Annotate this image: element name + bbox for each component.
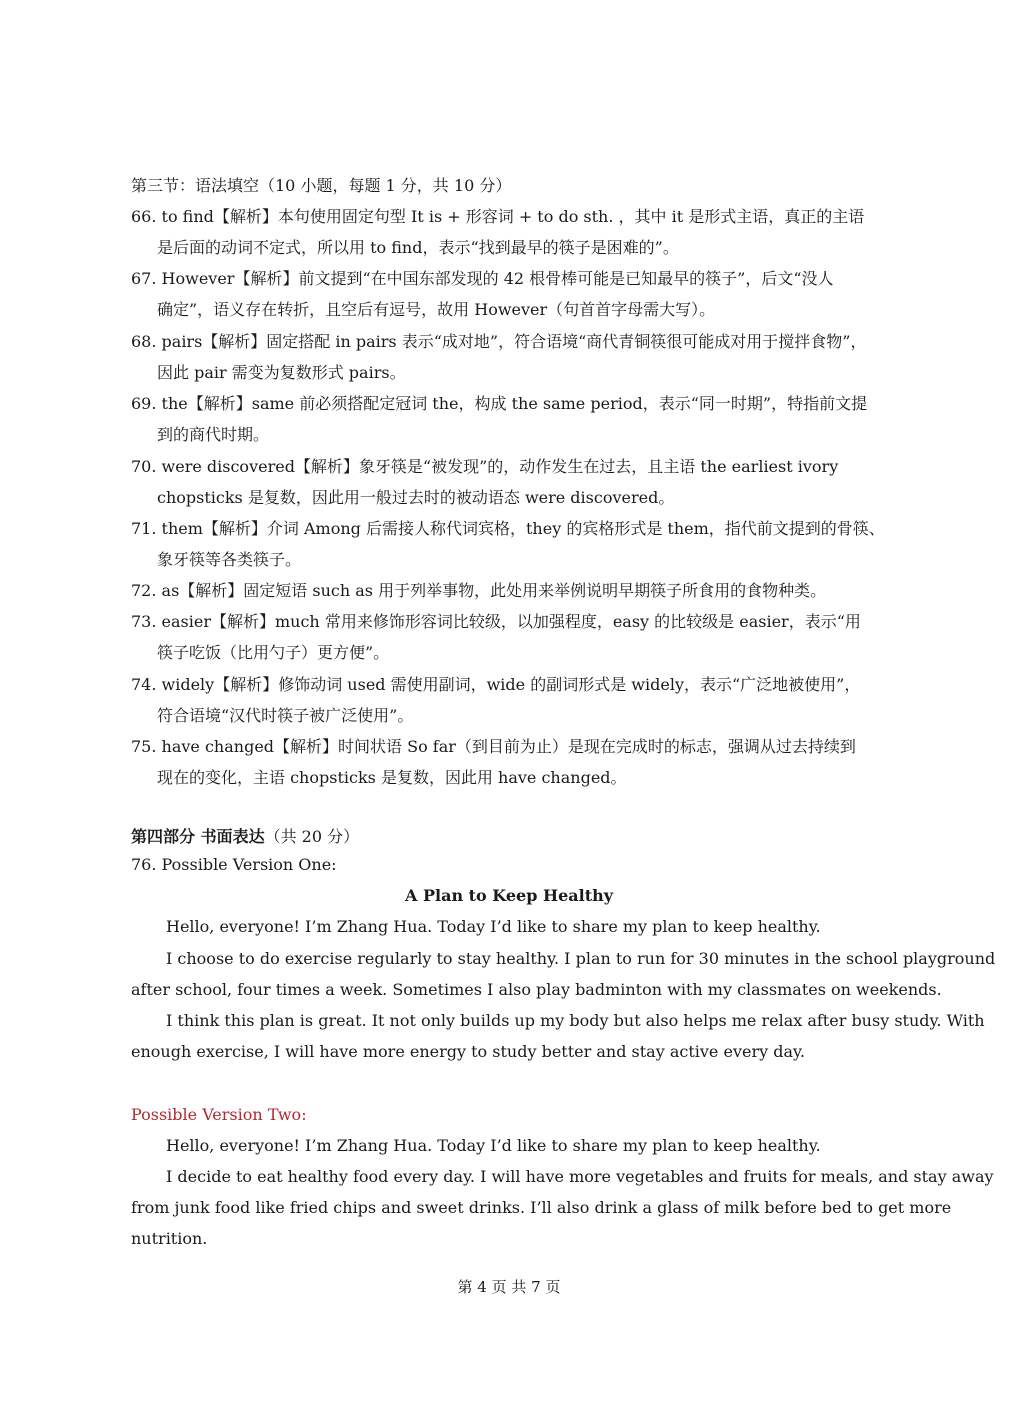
answer-line-1: 66. to find【解析】本句使用固定句型 It is + 形容词 + to do sth. ，其中 it 是形式主语，真正的主语 (131, 207, 865, 226)
part-4-score: （共 20 分） (264, 827, 360, 846)
paragraph-line: after school, four times a week. Sometimes I also play badminton with my classmates on weekends. (131, 980, 942, 999)
answer-line-1: 69. the【解析】same 前必须搭配定冠词 the，构成 the same period，表示“同一时期”，特指前文提 (131, 394, 868, 413)
answer-line-2: 筷子吃饭（比用勺子）更方便”。 (157, 643, 390, 662)
page-number: 第 4 页 共 7 页 (457, 1278, 561, 1296)
answer-line-2: 因此 pair 需变为复数形式 pairs。 (157, 363, 406, 382)
paragraph-line: Hello, everyone! I’m Zhang Hua. Today I’d like to share my plan to keep healthy. (166, 1136, 821, 1155)
answer-line-2: 确定”，语义存在转折，且空后有逗号，故用 However（句首首字母需大写）。 (157, 300, 716, 319)
answer-line-1: 70. were discovered【解析】象牙筷是“被发现”的，动作发生在过去，且主语 the earliest ivory (131, 457, 839, 476)
part-4-title: 第四部分 书面表达 (131, 827, 265, 846)
answer-line-2: 符合语境“汉代时筷子被广泛使用”。 (157, 706, 414, 725)
answer-line-1: 67. However【解析】前文提到“在中国东部发现的 42 根骨棒可能是已知最早的筷子”，后文“没人 (131, 269, 834, 288)
answer-line-1: 75. have changed【解析】时间状语 So far（到目前为止）是现在完成时的标志，强调从过去持续到 (131, 737, 856, 756)
version-one-label: 76. Possible Version One: (131, 855, 337, 874)
paragraph-line: I decide to eat healthy food every day. I will have more vegetables and fruits for meals, and stay away (166, 1167, 994, 1186)
version-two-label: Possible Version Two: (131, 1105, 307, 1124)
answer-line-1: 68. pairs【解析】固定搭配 in pairs 表示“成对地”，符合语境“商代青铜筷很可能成对用于搅拌食物”， (131, 332, 867, 351)
essay-title: A Plan to Keep Healthy (404, 886, 614, 905)
answer-line-2: chopsticks 是复数，因此用一般过去时的被动语态 were discovered。 (157, 488, 675, 507)
answer-line-1: 73. easier【解析】much 常用来修饰形容词比较级，以加强程度，easy 的比较级是 easier，表示“用 (131, 612, 861, 631)
answer-line-2: 是后面的动词不定式，所以用 to find，表示“找到最早的筷子是困难的”。 (157, 238, 679, 257)
part-4-header (131, 824, 887, 847)
paragraph-line: I think this plan is great. It not only builds up my body but also helps me relax after busy study. With (166, 1011, 985, 1030)
answer-line-1: 74. widely【解析】修饰动词 used 需使用副词，wide 的副词形式是 widely，表示“广泛地被使用”， (131, 675, 861, 694)
paragraph-line: Hello, everyone! I’m Zhang Hua. Today I’d like to share my plan to keep healthy. (166, 917, 821, 936)
paragraph-line: I choose to do exercise regularly to stay healthy. I plan to run for 30 minutes in the school playground (166, 949, 996, 968)
answer-line-1: 71. them【解析】介词 Among 后需接人称代词宾格，they 的宾格形式是 them，指代前文提到的骨筷、 (131, 519, 885, 538)
paragraph-line: nutrition. (131, 1229, 208, 1248)
answer-line-2: 到的商代时期。 (157, 425, 270, 444)
answer-line-2: 象牙筷等各类筷子。 (157, 550, 302, 569)
paragraph-line: enough exercise, I will have more energy to study better and stay active every day. (131, 1042, 806, 1061)
paragraph-line: from junk food like fried chips and sweet drinks. I’ll also drink a glass of milk before bed to get more (131, 1198, 952, 1217)
section-3-header: 第三节：语法填空（10 小题，每题 1 分，共 10 分） (131, 176, 512, 195)
answer-line-2: 现在的变化，主语 chopsticks 是复数，因此用 have changed。 (157, 768, 627, 787)
answer-line-1: 72. as【解析】固定短语 such as 用于列举事物，此处用来举例说明早期筷子所食用的食物种类。 (131, 581, 827, 600)
